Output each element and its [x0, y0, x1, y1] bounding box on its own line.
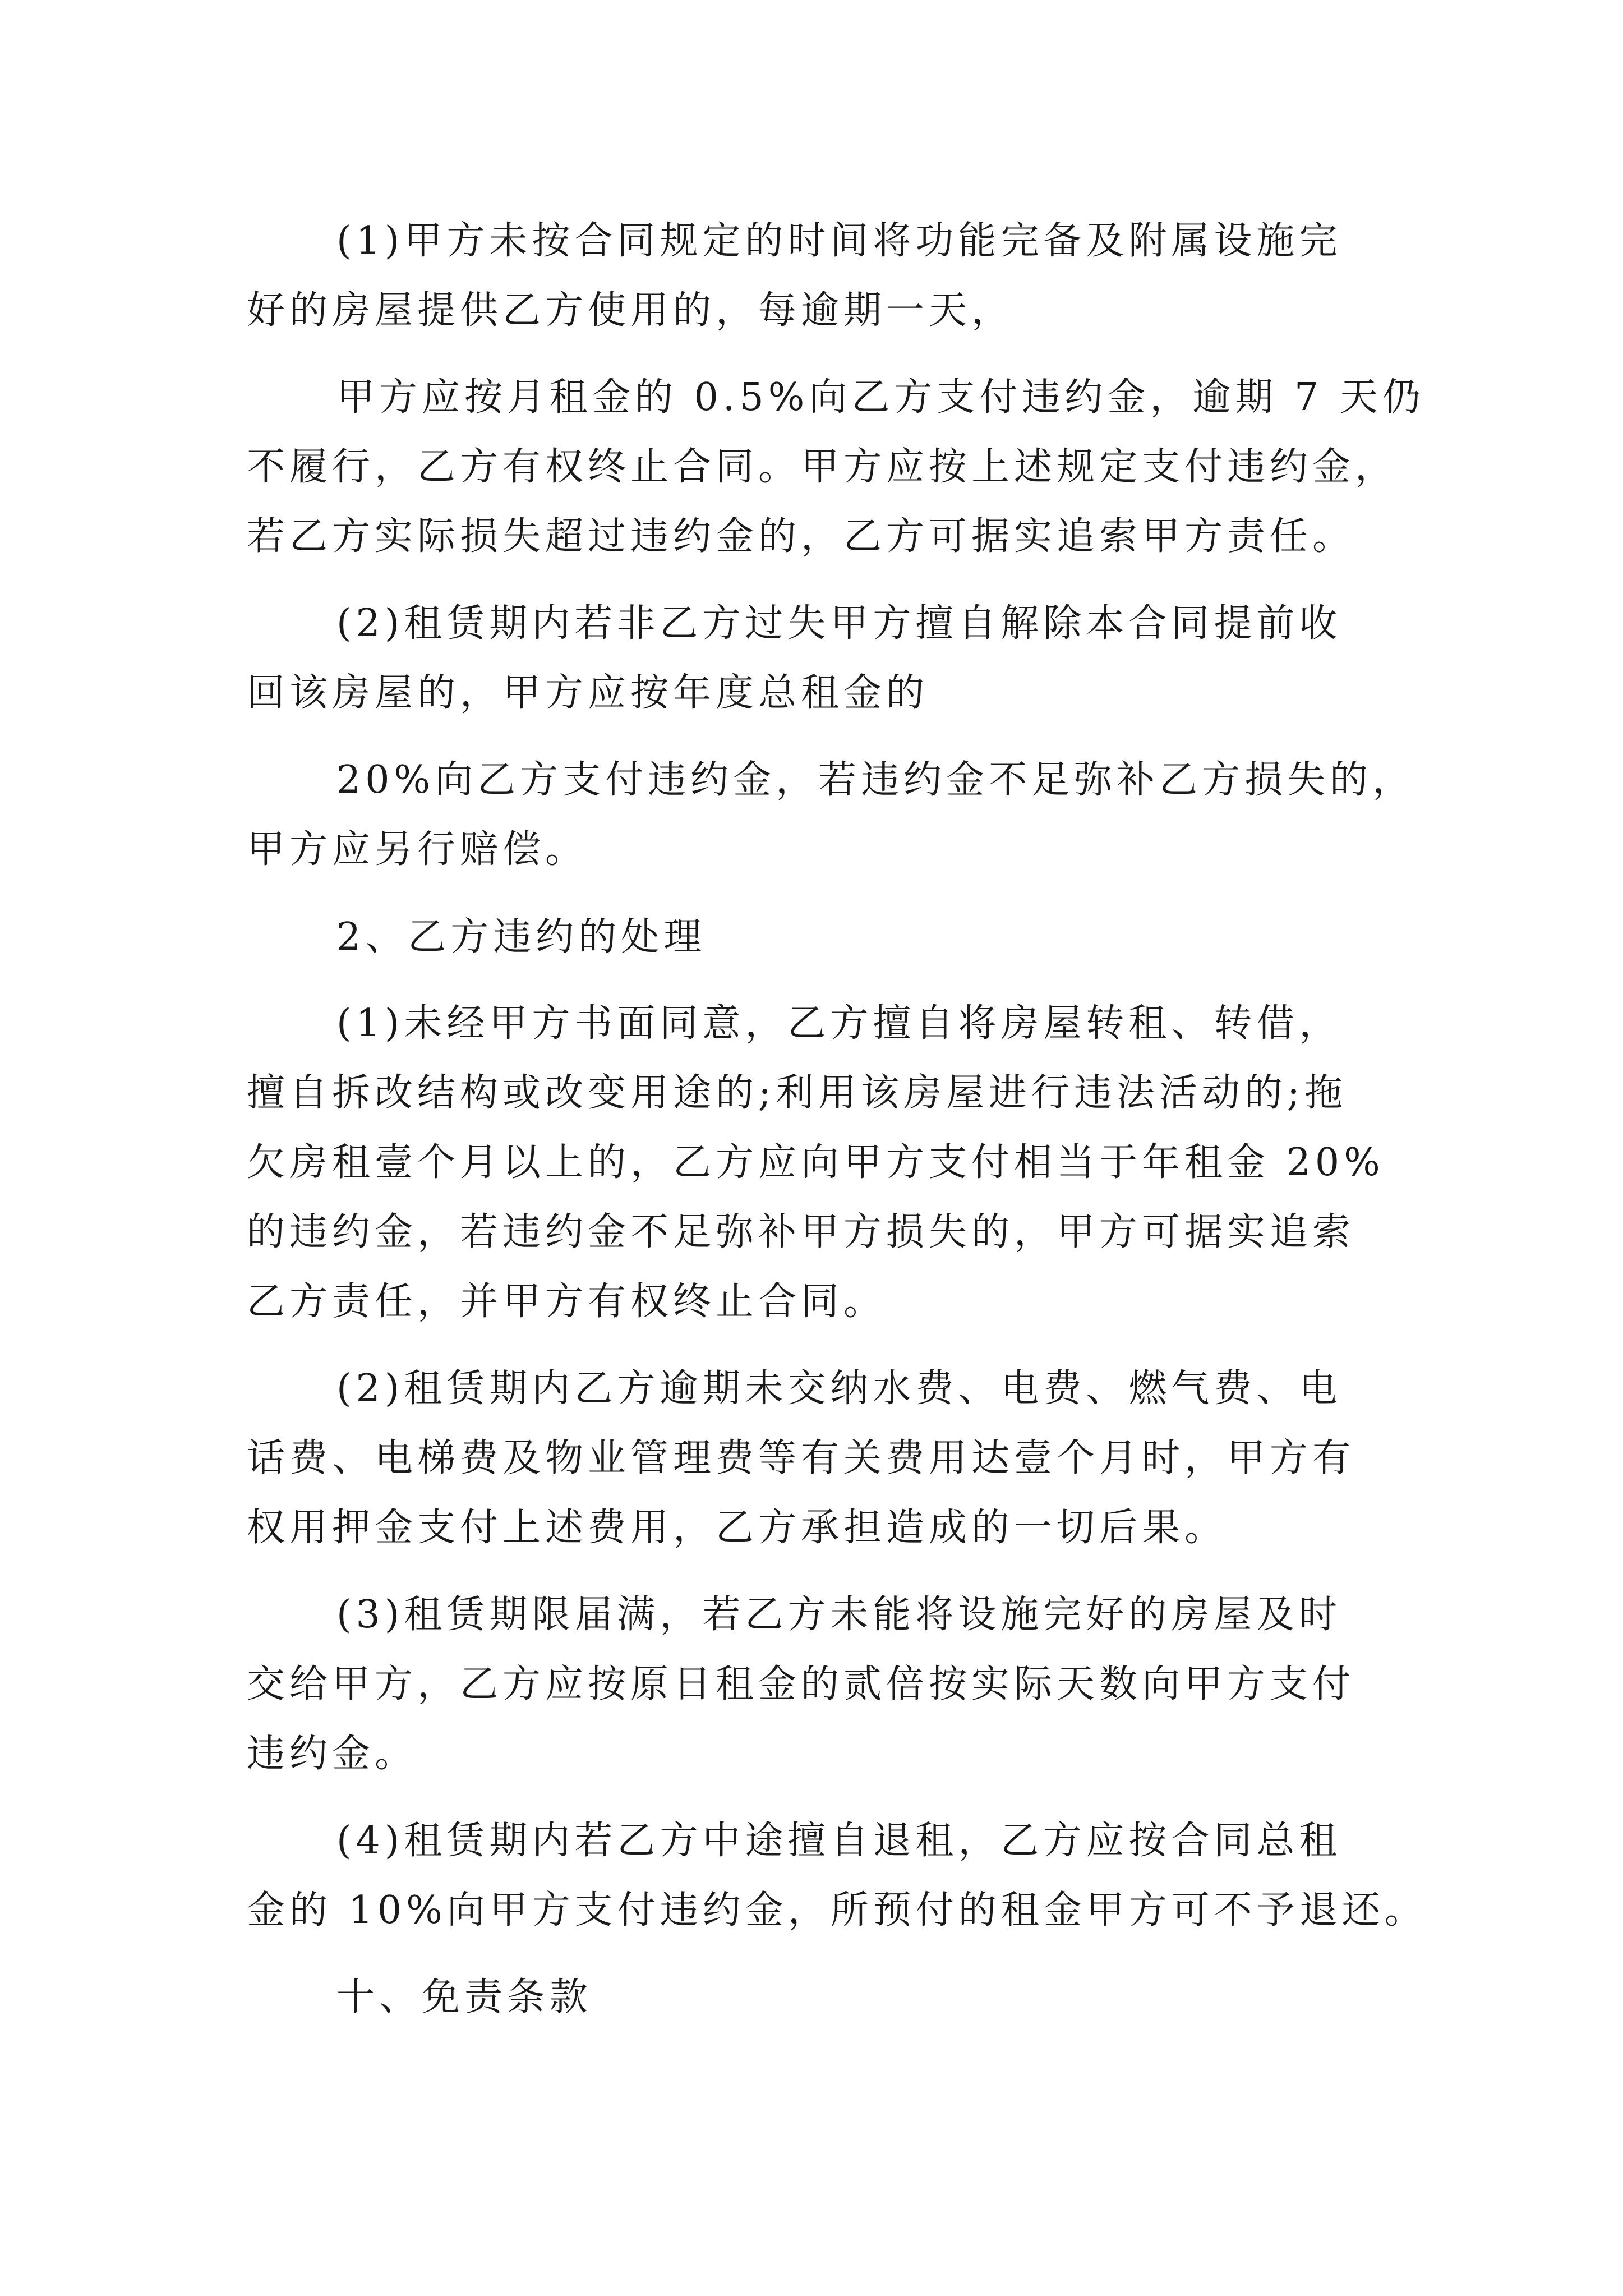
text-line: 话费、电梯费及物业管理费等有关费用达壹个月时，甲方有 — [247, 1436, 1355, 1480]
text-line: 金的 10%向甲方支付违约金，所预付的租金甲方可不予退还。 — [247, 1888, 1427, 1932]
text-line: 的违约金，若违约金不足弥补甲方损失的，甲方可据实追索 — [247, 1210, 1355, 1254]
text-line: (2)租赁期内若非乙方过失甲方擅自解除本合同提前收 — [336, 601, 1342, 646]
text-line: (4)租赁期内若乙方中途擅自退租，乙方应按合同总租 — [336, 1819, 1342, 1863]
text-line: 乙方责任，并甲方有权终止合同。 — [247, 1280, 887, 1324]
text-line: 权用押金支付上述费用，乙方承担造成的一切后果。 — [247, 1506, 1228, 1550]
text-line: 欠房租壹个月以上的，乙方应向甲方支付相当于年租金 20% — [247, 1140, 1385, 1185]
text-line: 违约金。 — [247, 1732, 418, 1776]
text-line: 若乙方实际损失超过违约金的，乙方可据实追索甲方责任。 — [247, 514, 1355, 559]
text-line: 甲方应按月租金的 0.5%向乙方支付违约金，逾期 7 天仍 — [336, 375, 1425, 420]
text-line: 甲方应另行赔偿。 — [247, 827, 588, 872]
text-line: (1)甲方未按合同规定的时间将功能完备及附属设施完 — [336, 219, 1342, 263]
section-heading: 十、免责条款 — [336, 1975, 593, 2019]
text-line: 交给甲方，乙方应按原日租金的贰倍按实际天数向甲方支付 — [247, 1662, 1355, 1706]
text-line: (2)租赁期内乙方逾期未交纳水费、电费、燃气费、电 — [336, 1366, 1342, 1411]
text-line: (3)租赁期限届满，若乙方未能将设施完好的房屋及时 — [336, 1593, 1342, 1637]
text-line: 好的房屋提供乙方使用的，每逾期一天， — [247, 288, 1015, 333]
text-line: 擅自拆改结构或改变用途的;利用该房屋进行违法活动的;拖 — [247, 1071, 1347, 1115]
text-line: 2、乙方违约的处理 — [336, 915, 707, 959]
text-line: (1)未经甲方书面同意，乙方擅自将房屋转租、转借， — [336, 1001, 1342, 1046]
text-line: 20%向乙方支付违约金，若违约金不足弥补乙方损失的， — [336, 758, 1415, 802]
text-line: 不履行，乙方有权终止合同。甲方应按上述规定支付违约金， — [247, 445, 1398, 489]
text-line: 回该房屋的，甲方应按年度总租金的 — [247, 671, 929, 715]
